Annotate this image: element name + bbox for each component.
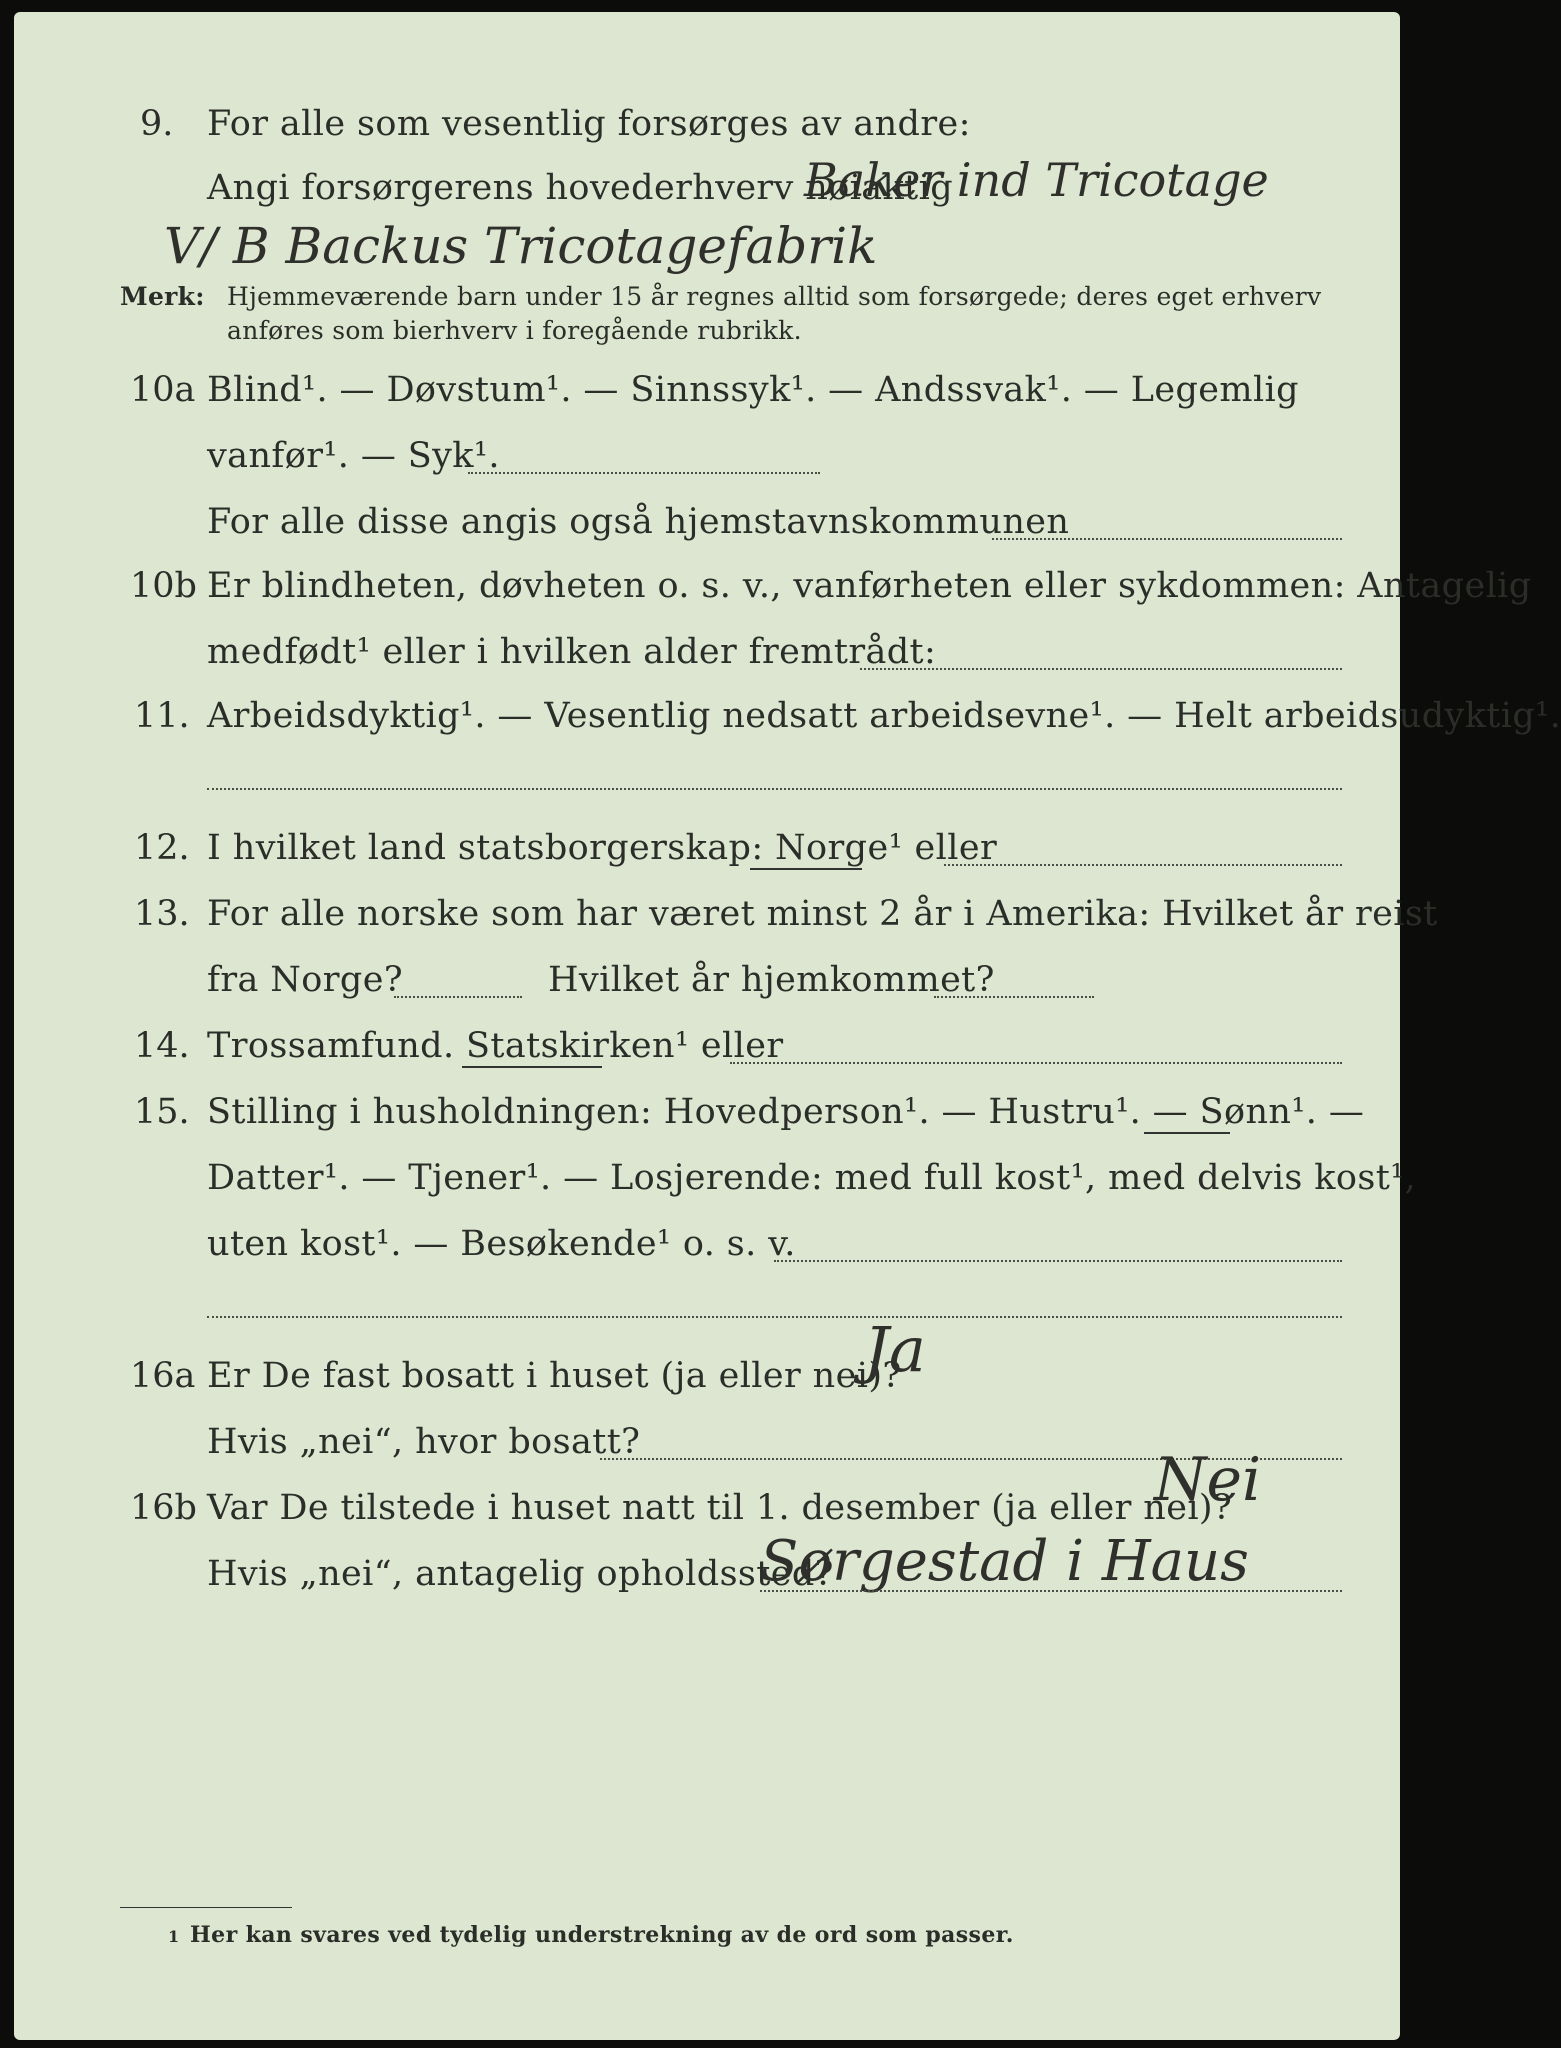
- item-10a-line-1: Blind¹. — Døvstum¹. — Sinnssyk¹. — Andssvak¹. — Legemlig: [207, 370, 1299, 410]
- answer-line-hjemkommet: [934, 996, 1094, 998]
- item-number-10b: 10b: [130, 566, 197, 606]
- item-number-14: 14.: [134, 1026, 190, 1066]
- answer-line-stilling-2: [207, 1316, 1342, 1318]
- handwritten-whereabouts-answer: Sørgestad i Haus: [760, 1529, 1249, 1594]
- underline-norge: [750, 868, 862, 870]
- item-number-10a: 10a: [130, 370, 196, 410]
- item-16a-line-1: Er De fast bosatt i huset (ja eller nei)?: [207, 1356, 902, 1396]
- answer-line-reist: [394, 996, 522, 998]
- item-10b-line-1: Er blindheten, døvheten o. s. v., vanførheten eller sykdommen: Antagelig: [207, 566, 1532, 606]
- handwritten-present-answer: Nei: [1154, 1445, 1262, 1515]
- item-12-text: I hvilket land statsborgerskap: Norge¹ eller: [207, 828, 998, 868]
- footnote-mark: 1: [168, 1927, 180, 1946]
- answer-line-hjemstavn: [992, 538, 1342, 540]
- underline-statskirken: [462, 1066, 602, 1068]
- footnote-rule: [120, 1907, 292, 1908]
- answer-line-alder: [860, 668, 1342, 670]
- handwritten-occupation-2: V/ B Backus Tricotagefabrik: [164, 217, 878, 275]
- answer-line-opholdssted: [760, 1590, 1342, 1592]
- item-number-9: 9.: [140, 104, 174, 144]
- handwritten-resident-answer: Ja: [864, 1313, 926, 1386]
- census-form-page: [14, 12, 1561, 2040]
- item-13-line-3: Hvilket år hjemkommet?: [548, 960, 995, 1000]
- item-10a-line-2: vanfør¹. — Syk¹.: [207, 436, 500, 476]
- item-15-line-2: Datter¹. — Tjener¹. — Losjerende: med full kost¹, med delvis kost¹,: [207, 1158, 1417, 1198]
- item-10a-line-3: For alle disse angis også hjemstavnskommunen: [207, 502, 1070, 542]
- answer-line-syk: [468, 472, 820, 474]
- item-15-line-3: uten kost¹. — Besøkende¹ o. s. v.: [207, 1224, 796, 1264]
- item-number-12: 12.: [134, 828, 190, 868]
- footnote-text: Her kan svares ved tydelig understrekning av de ord som passer.: [190, 1922, 1014, 1948]
- item-number-13: 13.: [134, 894, 190, 934]
- answer-line-trossamfund: [730, 1062, 1342, 1064]
- item-15-line-1: Stilling i husholdningen: Hovedperson¹. — Hustru¹. — Sønn¹. —: [207, 1092, 1365, 1132]
- item-16a-line-2: Hvis „nei“, hvor bosatt?: [207, 1422, 641, 1462]
- item-11-text: Arbeidsdyktig¹. — Vesentlig nedsatt arbeidsevne¹. — Helt arbeidsudyktig¹.: [207, 696, 1561, 736]
- item-16b-line-2: Hvis „nei“, antagelig opholdssted?: [207, 1554, 834, 1594]
- item-14-text: Trossamfund. Statskirken¹ eller: [207, 1026, 784, 1066]
- note-text-2: anføres som bierhverv i foregående rubrikk.: [227, 316, 802, 345]
- item-10b-line-2: medfødt¹ eller i hvilken alder fremtrådt:: [207, 632, 937, 672]
- underline-sonn: [1144, 1132, 1230, 1134]
- item-9-question: For alle som vesentlig forsørges av andre:: [207, 104, 971, 144]
- item-13-line-2: fra Norge?: [207, 960, 403, 1000]
- item-9-occupation-label: Angi forsørgerens hovederhverv nøiaktig: [207, 168, 954, 208]
- answer-line-stilling: [774, 1260, 1342, 1262]
- answer-line-land: [944, 864, 1342, 866]
- item-number-16a: 16a: [130, 1356, 196, 1396]
- item-number-11: 11.: [134, 696, 190, 736]
- item-16b-line-1: Var De tilstede i huset natt til 1. desember (ja eller nei)?: [207, 1488, 1233, 1528]
- handwritten-occupation-1: Baker ind Tricotage: [804, 153, 1269, 207]
- item-13-line-1: For alle norske som har været minst 2 år i Amerika: Hvilket år reist: [207, 894, 1438, 934]
- item-number-16b: 16b: [130, 1488, 197, 1528]
- note-text-1: Hjemmeværende barn under 15 år regnes alltid som forsørgede; deres eget erhverv: [227, 282, 1322, 311]
- item-number-15: 15.: [134, 1092, 190, 1132]
- note-label: Merk:: [120, 282, 205, 311]
- answer-line-arbeid: [207, 788, 1342, 790]
